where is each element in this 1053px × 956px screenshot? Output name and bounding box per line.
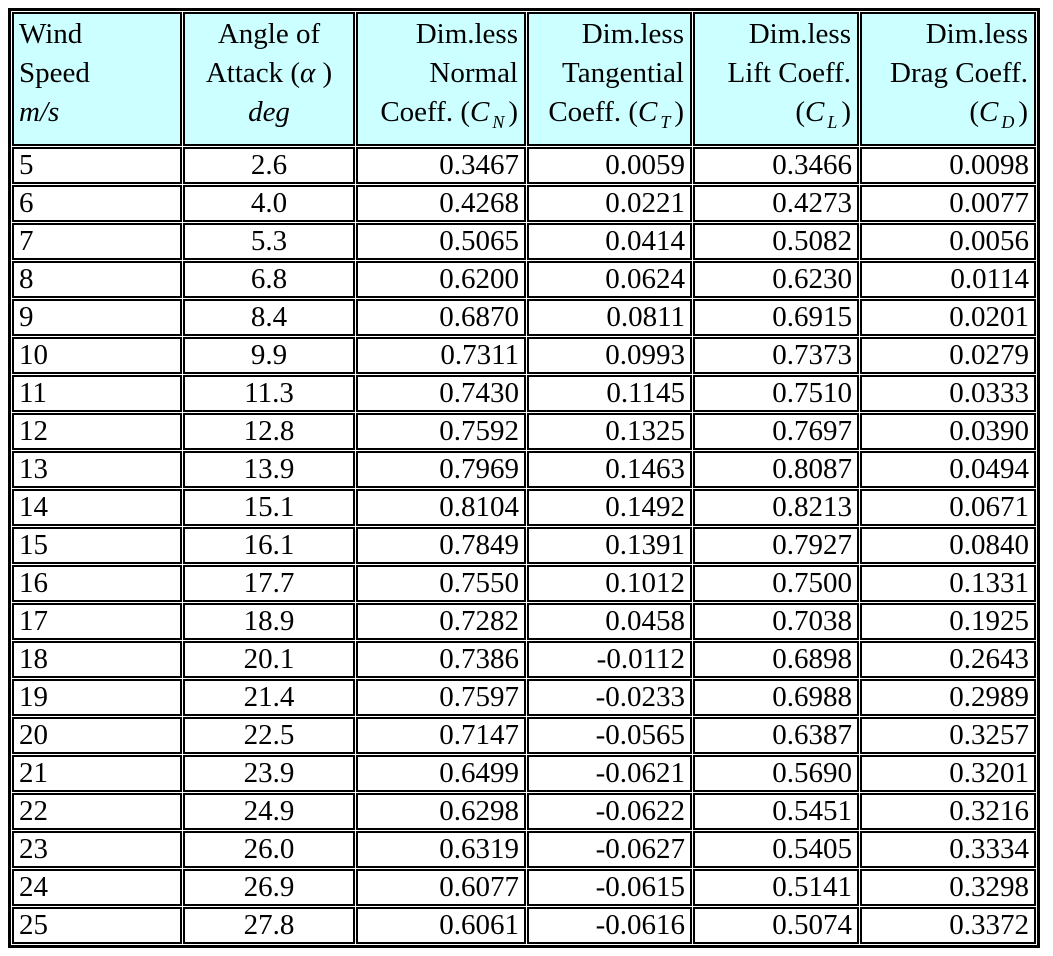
cell-r3-c2: 0.6200	[356, 261, 526, 298]
header-symbol-line: Coeff. (C $_T$ )	[548, 96, 684, 132]
cell-r9-c2: 0.8104	[356, 489, 526, 526]
cell-r16-c2: 0.6499	[356, 755, 526, 792]
cell-r12-c0: 17	[12, 603, 182, 640]
cell-r3-c5: 0.0114	[860, 261, 1036, 298]
header-line: Dim.less	[748, 18, 851, 50]
cell-r11-c2: 0.7550	[356, 565, 526, 602]
table-row	[12, 641, 1036, 678]
cell-r18-c3: -0.0627	[527, 831, 692, 868]
table-row	[12, 717, 1036, 754]
cell-r1-c5: 0.0077	[860, 185, 1036, 222]
cell-r15-c3: -0.0565	[527, 717, 692, 754]
header-line: Drag Coeff.	[890, 57, 1028, 89]
cell-r16-c0: 21	[12, 755, 182, 792]
header-row	[12, 12, 1036, 146]
cell-r5-c3: 0.0993	[527, 337, 692, 374]
cell-r6-c4: 0.7510	[693, 375, 859, 412]
table-row	[12, 679, 1036, 716]
cell-r16-c5: 0.3201	[860, 755, 1036, 792]
cell-r13-c2: 0.7386	[356, 641, 526, 678]
cell-r9-c1: 15.1	[183, 489, 355, 526]
header-line: Speed	[19, 57, 90, 89]
cell-r7-c5: 0.0390	[860, 413, 1036, 450]
cell-r6-c5: 0.0333	[860, 375, 1036, 412]
cell-r19-c0: 24	[12, 869, 182, 906]
header-line: Dim.less	[925, 18, 1028, 50]
table-row	[12, 299, 1036, 336]
cell-r6-c0: 11	[12, 375, 182, 412]
header-unit: m/s	[19, 96, 60, 128]
cell-r2-c0: 7	[12, 223, 182, 260]
cell-r13-c1: 20.1	[183, 641, 355, 678]
cell-r1-c0: 6	[12, 185, 182, 222]
table-body	[12, 147, 1036, 944]
cell-r4-c5: 0.0201	[860, 299, 1036, 336]
cell-r10-c2: 0.7849	[356, 527, 526, 564]
cell-r10-c1: 16.1	[183, 527, 355, 564]
cell-r0-c1: 2.6	[183, 147, 355, 184]
table-row	[12, 261, 1036, 298]
cell-r10-c4: 0.7927	[693, 527, 859, 564]
cell-r15-c5: 0.3257	[860, 717, 1036, 754]
header-line: Attack (α )	[205, 57, 333, 89]
cell-r10-c5: 0.0840	[860, 527, 1036, 564]
cell-r5-c1: 9.9	[183, 337, 355, 374]
cell-r12-c3: 0.0458	[527, 603, 692, 640]
cell-r17-c2: 0.6298	[356, 793, 526, 830]
cell-r1-c1: 4.0	[183, 185, 355, 222]
cell-r5-c2: 0.7311	[356, 337, 526, 374]
table-row	[12, 223, 1036, 260]
table-row	[12, 375, 1036, 412]
cell-r19-c4: 0.5141	[693, 869, 859, 906]
alpha-symbol: α	[300, 57, 316, 89]
cell-r20-c0: 25	[12, 907, 182, 944]
cell-r18-c4: 0.5405	[693, 831, 859, 868]
header-line: Lift Coeff.	[727, 57, 851, 89]
cell-r2-c1: 5.3	[183, 223, 355, 260]
cell-r13-c5: 0.2643	[860, 641, 1036, 678]
cell-r19-c2: 0.6077	[356, 869, 526, 906]
cell-r13-c3: -0.0112	[527, 641, 692, 678]
header-angle-of-attack	[183, 12, 355, 146]
cell-r14-c0: 19	[12, 679, 182, 716]
cell-r10-c0: 15	[12, 527, 182, 564]
cell-r0-c2: 0.3467	[356, 147, 526, 184]
cell-r9-c4: 0.8213	[693, 489, 859, 526]
cell-r2-c5: 0.0056	[860, 223, 1036, 260]
cell-r20-c4: 0.5074	[693, 907, 859, 944]
table-row	[12, 451, 1036, 488]
cell-r11-c3: 0.1012	[527, 565, 692, 602]
cell-r8-c2: 0.7969	[356, 451, 526, 488]
cell-r6-c1: 11.3	[183, 375, 355, 412]
cell-r19-c5: 0.3298	[860, 869, 1036, 906]
header-drag-coeff	[860, 12, 1036, 146]
cell-r17-c5: 0.3216	[860, 793, 1036, 830]
table-row	[12, 869, 1036, 906]
cell-r7-c3: 0.1325	[527, 413, 692, 450]
cell-r20-c3: -0.0616	[527, 907, 692, 944]
table-row	[12, 337, 1036, 374]
cell-r11-c0: 16	[12, 565, 182, 602]
header-symbol-line: (C $_L$ )	[795, 96, 851, 132]
cell-r4-c4: 0.6915	[693, 299, 859, 336]
cell-r11-c1: 17.7	[183, 565, 355, 602]
header-line: Dim.less	[581, 18, 684, 50]
cell-r5-c5: 0.0279	[860, 337, 1036, 374]
header-lift-coeff	[693, 12, 859, 146]
cell-r6-c2: 0.7430	[356, 375, 526, 412]
cell-r7-c1: 12.8	[183, 413, 355, 450]
header-tangential-coeff	[527, 12, 692, 146]
cell-r10-c3: 0.1391	[527, 527, 692, 564]
cell-r12-c5: 0.1925	[860, 603, 1036, 640]
cell-r1-c3: 0.0221	[527, 185, 692, 222]
header-line: Wind	[19, 18, 83, 50]
cell-r8-c4: 0.8087	[693, 451, 859, 488]
cell-r14-c2: 0.7597	[356, 679, 526, 716]
cell-r5-c4: 0.7373	[693, 337, 859, 374]
cell-r5-c0: 10	[12, 337, 182, 374]
cell-r1-c2: 0.4268	[356, 185, 526, 222]
cell-r20-c1: 27.8	[183, 907, 355, 944]
cell-r7-c4: 0.7697	[693, 413, 859, 450]
aero-coefficients-table	[8, 8, 1040, 948]
cell-r9-c5: 0.0671	[860, 489, 1036, 526]
cell-r19-c1: 26.9	[183, 869, 355, 906]
cell-r2-c4: 0.5082	[693, 223, 859, 260]
table-row	[12, 527, 1036, 564]
cell-r9-c3: 0.1492	[527, 489, 692, 526]
table-row	[12, 907, 1036, 944]
cell-r0-c4: 0.3466	[693, 147, 859, 184]
cell-r15-c1: 22.5	[183, 717, 355, 754]
cell-r12-c1: 18.9	[183, 603, 355, 640]
header-wind-speed	[12, 12, 182, 146]
cell-r16-c4: 0.5690	[693, 755, 859, 792]
cell-r14-c3: -0.0233	[527, 679, 692, 716]
cell-r3-c0: 8	[12, 261, 182, 298]
cell-r13-c4: 0.6898	[693, 641, 859, 678]
cell-r3-c4: 0.6230	[693, 261, 859, 298]
table-row	[12, 603, 1036, 640]
header-symbol-line: Coeff. (C $_N$ )	[380, 96, 518, 132]
table-row	[12, 831, 1036, 868]
cell-r4-c2: 0.6870	[356, 299, 526, 336]
cell-r1-c4: 0.4273	[693, 185, 859, 222]
cell-r17-c3: -0.0622	[527, 793, 692, 830]
table-row	[12, 565, 1036, 602]
cell-r15-c4: 0.6387	[693, 717, 859, 754]
cell-r17-c4: 0.5451	[693, 793, 859, 830]
cell-r0-c0: 5	[12, 147, 182, 184]
cell-r17-c0: 22	[12, 793, 182, 830]
cell-r18-c1: 26.0	[183, 831, 355, 868]
cell-r8-c3: 0.1463	[527, 451, 692, 488]
table-row	[12, 755, 1036, 792]
cell-r6-c3: 0.1145	[527, 375, 692, 412]
cell-r8-c0: 13	[12, 451, 182, 488]
cell-r18-c5: 0.3334	[860, 831, 1036, 868]
cell-r16-c3: -0.0621	[527, 755, 692, 792]
table-row	[12, 185, 1036, 222]
header-line: Dim.less	[415, 18, 518, 50]
table-row	[12, 413, 1036, 450]
cell-r3-c1: 6.8	[183, 261, 355, 298]
cell-r16-c1: 23.9	[183, 755, 355, 792]
ct-symbol: C	[637, 96, 658, 128]
header-symbol-line: (C $_D$ )	[969, 96, 1028, 132]
cl-symbol: C	[804, 96, 825, 128]
cell-r12-c4: 0.7038	[693, 603, 859, 640]
cell-r0-c3: 0.0059	[527, 147, 692, 184]
cell-r11-c5: 0.1331	[860, 565, 1036, 602]
cell-r2-c3: 0.0414	[527, 223, 692, 260]
cell-r14-c1: 21.4	[183, 679, 355, 716]
table-row	[12, 147, 1036, 184]
cell-r20-c2: 0.6061	[356, 907, 526, 944]
cell-r2-c2: 0.5065	[356, 223, 526, 260]
cell-r7-c0: 12	[12, 413, 182, 450]
cell-r18-c2: 0.6319	[356, 831, 526, 868]
cell-r19-c3: -0.0615	[527, 869, 692, 906]
cell-r7-c2: 0.7592	[356, 413, 526, 450]
cell-r14-c5: 0.2989	[860, 679, 1036, 716]
cell-r13-c0: 18	[12, 641, 182, 678]
header-line: Normal	[429, 57, 518, 89]
cell-r15-c0: 20	[12, 717, 182, 754]
cell-r11-c4: 0.7500	[693, 565, 859, 602]
cell-r4-c1: 8.4	[183, 299, 355, 336]
header-line: Angle of	[217, 18, 321, 50]
cell-r18-c0: 23	[12, 831, 182, 868]
cn-symbol: C	[469, 96, 490, 128]
cell-r9-c0: 14	[12, 489, 182, 526]
cell-r4-c3: 0.0811	[527, 299, 692, 336]
cell-r20-c5: 0.3372	[860, 907, 1036, 944]
cell-r8-c5: 0.0494	[860, 451, 1036, 488]
cell-r12-c2: 0.7282	[356, 603, 526, 640]
header-unit: deg	[248, 96, 290, 128]
cell-r3-c3: 0.0624	[527, 261, 692, 298]
cell-r8-c1: 13.9	[183, 451, 355, 488]
cell-r15-c2: 0.7147	[356, 717, 526, 754]
cell-r4-c0: 9	[12, 299, 182, 336]
table-row	[12, 793, 1036, 830]
header-normal-coeff	[356, 12, 526, 146]
cell-r0-c5: 0.0098	[860, 147, 1036, 184]
header-line: Tangential	[562, 57, 684, 89]
cd-symbol: C	[979, 96, 999, 128]
cell-r17-c1: 24.9	[183, 793, 355, 830]
cell-r14-c4: 0.6988	[693, 679, 859, 716]
table-row	[12, 489, 1036, 526]
